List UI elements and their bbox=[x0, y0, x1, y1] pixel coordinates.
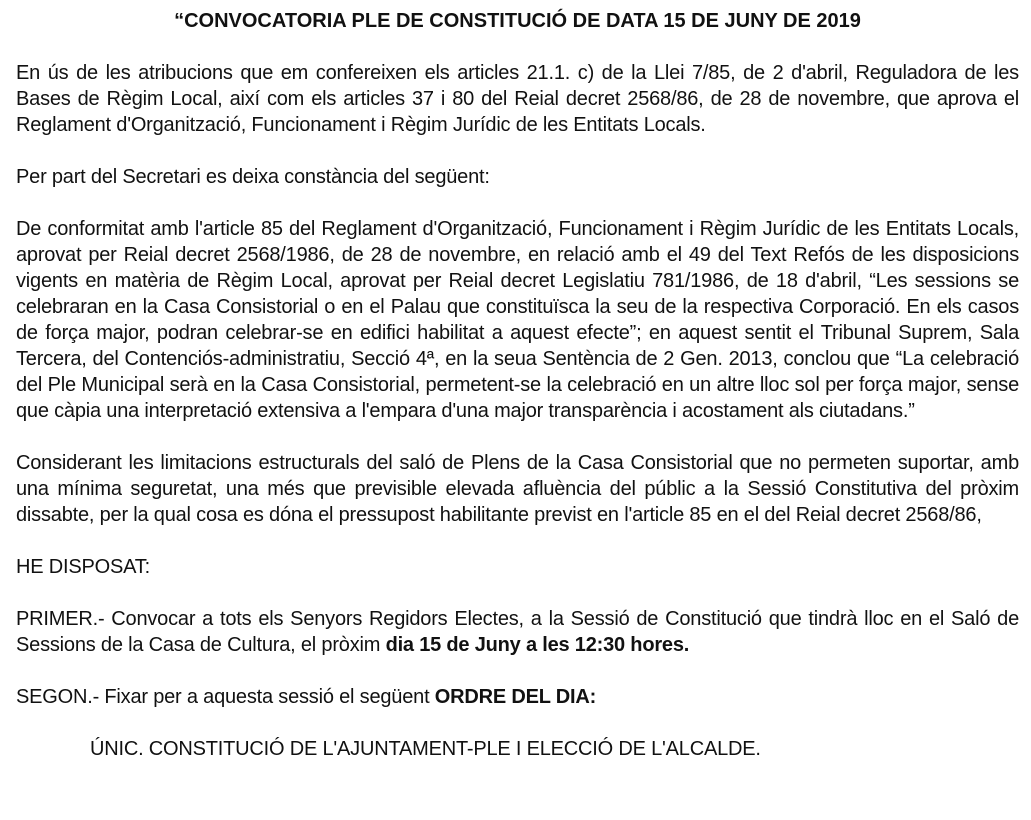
paragraph-secretary-note: Per part del Secretari es deixa constància del següent: bbox=[16, 166, 490, 188]
segon-text: SEGON.- Fixar per a aquesta sessió el següent bbox=[16, 686, 435, 708]
paragraph-primer bbox=[16, 606, 1019, 658]
paragraph-considering: Considerant les limitacions estructurals del saló de Plens de la Casa Consistorial que no permeten suportar, amb una mínima seguretat, una més que previsible elevada afluència del públic a la Sessió Constitutiva del pròxim dissabte, per la qual cosa es dóna el pressupost habilitante previst en l'article 85 en el del Reial decret 2568/86, bbox=[16, 452, 1019, 526]
paragraph-segon bbox=[16, 684, 1019, 710]
paragraph-he-disposat: HE DISPOSAT: bbox=[16, 556, 150, 578]
paragraph-legal-basis: De conformitat amb l'article 85 del Reglament d'Organització, Funcionament i Règim Jurídic de les Entitats Locals, aprovat per Reial decret 2568/1986, de 28 de novembre, en relació amb el 49 del Text Refós de les disposicions vigents en matèria de Règim Local, aprovat per Reial decret Legislatiu 781/1986, de 18 d'abril, “Les sessions se celebraran en la Casa Consistorial o en el Palau que constituïsca la seu de la respectiva Corporació. En els casos de força major, podran celebrar-se en edifici habilitat a aquest efecte”; en aquest sentit el Tribunal Suprem, Sala Tercera, del Contenciós-administratiu, Secció 4ª, en la seua Sentència de 2 Gen. 2013, conclou que “La celebració del Ple Municipal serà en la Casa Consistorial, permetent-se la celebració en un altre lloc sol per força major, sense que càpia una interpretació extensiva a l'empara d'una major transparència i acostament als ciutadans.” bbox=[16, 218, 1019, 422]
paragraph-unic: ÚNIC. CONSTITUCIÓ DE L'AJUNTAMENT-PLE I ELECCIÓ DE L'ALCALDE. bbox=[90, 738, 761, 760]
segon-order-bold: ORDRE DEL DIA: bbox=[434, 686, 597, 708]
document-title: “CONVOCATORIA PLE DE CONSTITUCIÓ DE DATA 15 DE JUNY DE 2019 bbox=[174, 10, 861, 32]
primer-text: PRIMER.- Convocar a tots els Senyors Regidors Electes, a la Sessió de Constitució que tindrà lloc en el Saló de Sessions de la Casa de Cultura, el pròxim bbox=[16, 608, 1019, 656]
paragraph-attributions: En ús de les atribucions que em confereixen els articles 21.1. c) de la Llei 7/85, de 2 d'abril, Reguladora de les Bases de Règim Local, així com els articles 37 i 80 del Reial decret 2568/86, de 28 de novembre, que aprova el Reglament d'Organització, Funcionament i Règim Jurídic de les Entitats Locals. bbox=[16, 62, 1019, 136]
primer-date-bold: dia 15 de Juny a les 12:30 hores. bbox=[385, 634, 690, 656]
